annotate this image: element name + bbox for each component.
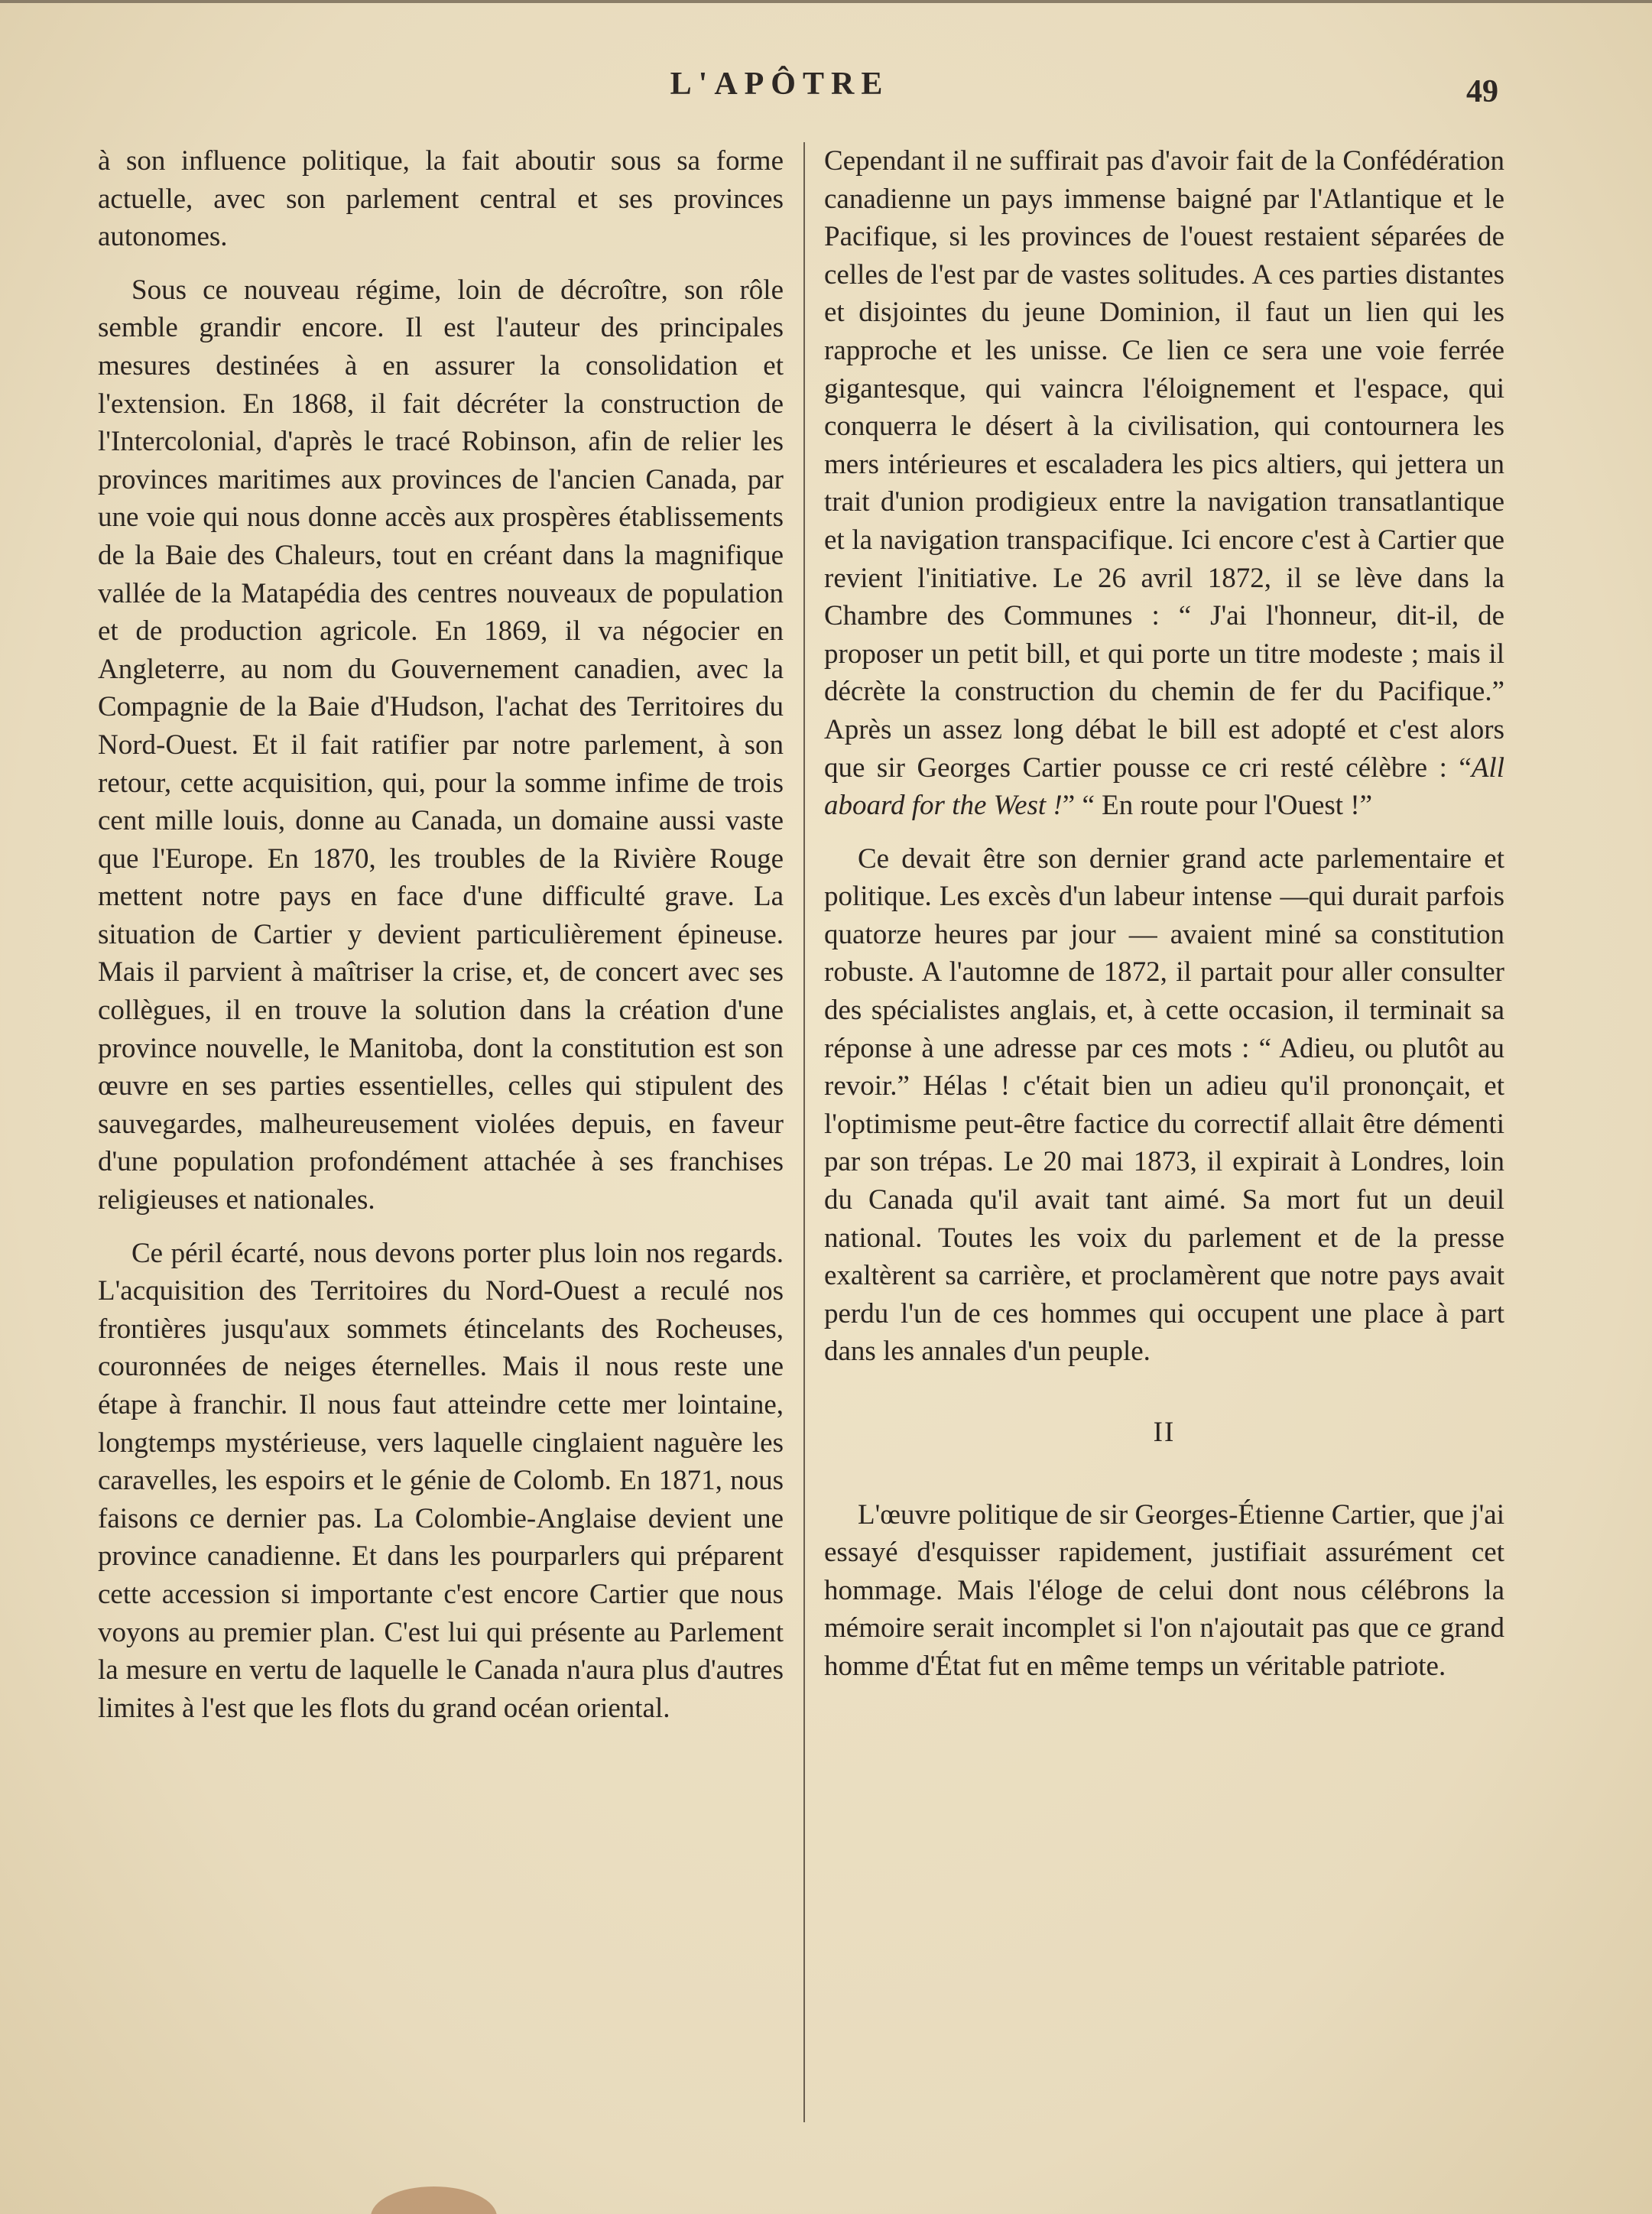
right-paragraph-2: Ce devait être son dernier grand acte parlementaire et politique. Les excès d'un labeur intense —qui durait parfois quatorze heures par jour — avaient miné sa constitution robuste. A l'automne de 1872, il partait pour aller consulter des spécialistes anglais, et, à cette occasion, il terminait sa réponse à une adresse par ces mots : “ Adieu, ou plutôt au revoir.” Hélas ! c'était bien un adieu qu'il prononçait, et l'optimisme peut-être factice du correctif allait être démenti par son trépas. Le 20 mai 1873, il expirait à Londres, loin du Canada qu'il avait tant aimé. Sa mort fut un deuil national. Toutes les voix du parlement et de la presse exaltèrent sa carrière, et proclamèrent que notre pays avait perdu l'un de ces hommes qui occupent une place à part dans les annales d'un peuple. xyxy=(824,842,1504,1368)
right-paragraph-1-text: Cependant il ne suffirait pas d'avoir fait de la Confédération canadienne un pays immense baigné par l'Atlantique et le Pacifique, si les provinces de l'ouest restaient séparées de celles de l'est par de vastes solitudes. A ces parties distantes et disjointes du jeune Dominion, il faut un lien qui les rapproche et les unisse. Ce lien ce sera une voie ferrée gigantesque, qui vaincra l'éloignement et l'espace, qui conquerra le désert à la civilisation, qui contournera les mers intérieures et escaladera les pics altiers, qui jettera un trait d'union prodigieux entre la navigation transatlantique et la navigation transpacifique. Ici encore c'est à Cartier que revient l'initiative. Le 26 avril 1872, il se lève dans la Chambre des Communes : “ J'ai l'honneur, dit-il, de proposer un petit bill, et qui porte un titre modeste ; mais il décrète la construction du chemin de fer du Pacifique.” Après un assez long débat le bill est adopté et c'est alors que sir Georges Cartier pousse ce cri resté célèbre : “ xyxy=(824,145,1504,784)
column-divider xyxy=(803,142,805,2122)
all-aboard-quote: All aboard for the West ! xyxy=(824,752,1504,822)
left-paragraph-3: Ce péril écarté, nous devons porter plus loin nos regards. L'acquisition des Territoires du Nord-Ouest a reculé nos frontières jusqu'aux sommets étincelants des Rocheuses, couronnées de neiges éternelles. Mais il nous reste une étape à franchir. Il nous faut atteindre cette mer lointaine, longtemps mystérieuse, vers laquelle cinglaient naguère les caravelles, les espoirs et le génie de Colomb. En 1871, nous faisons ce dernier pas. La Colombie-Anglaise devient une province canadienne. Et dans les pourparlers qui préparent cette accession si importante c'est encore Cartier que nous voyons au premier plan. C'est lui qui présente au Parlement la mesure en vertu de laquelle le Canada n'aura plus d'autres limites à l'est que les flots du grand océan oriental. xyxy=(98,1237,784,1724)
left-paragraph-1: à son influence politique, la fait aboutir sous sa forme actuelle, avec son parlement central et ses provinces autonomes. xyxy=(98,145,784,253)
left-paragraph-2: Sous ce nouveau régime, loin de décroître, son rôle semble grandir encore. Il est l'auteur des principales mesures destinées à en assurer la consolidation et l'extension. En 1868, il fait décréter la construction de l'Intercolonial, d'après le tracé Robinson, afin de relier les provinces maritimes aux provinces de l'ancien Canada, par une voie qui nous donne accès aux prospères établissements de la Baie des Chaleurs, tout en créant dans la magnifique vallée de la Matapédia des centres nouveaux de population et de production agricole. En 1869, il va négocier en Angleterre, au nom du Gouvernement canadien, avec la Compagnie de la Baie d'Hudson, l'achat des Territoires du Nord-Ouest. Et il fait ratifier par notre parlement, à son retour, cette acquisition, qui, pour la somme infime de trois cent mille louis, donne au Canada, un domaine aussi vaste que l'Europe. En 1870, les troubles de la Rivière Rouge mettent notre pays en face d'une difficulté grave. La situation de Cartier y devient particulièrement épineuse. Mais il parvient à maîtriser la crise, et, de concert avec ses collègues, il en trouve la solution dans la création d'une province nouvelle, le Manitoba, dont la constitution est son œuvre en ses parties essentielles, celles qui stipulent des sauvegardes, malheureusement violées depuis, en faveur d'une population profondément attachée à ses franchises religieuses et nationales. xyxy=(98,274,784,1216)
right-paragraph-1 xyxy=(824,142,1504,825)
page-stain xyxy=(371,2186,497,2214)
right-paragraph-1-ending: ” “ En route pour l'Ouest !” xyxy=(1062,790,1373,822)
section-heading: II xyxy=(1153,1417,1176,1448)
right-column xyxy=(824,142,1504,1701)
left-column xyxy=(98,142,784,1742)
right-paragraph-3: L'œuvre politique de sir Georges-Étienne Cartier, que j'ai essayé d'esquisser rapidement, justifiait assurément cet hommage. Mais l'éloge de celui dont nous célébrons la mémoire serait incomplet si l'on n'ajoutait pas que ce grand homme d'État fut en même temps un véritable patriote. xyxy=(824,1498,1504,1682)
running-title: L'APÔTRE xyxy=(670,67,890,102)
page-number: 49 xyxy=(1466,74,1498,109)
top-edge-rule xyxy=(0,0,1652,3)
